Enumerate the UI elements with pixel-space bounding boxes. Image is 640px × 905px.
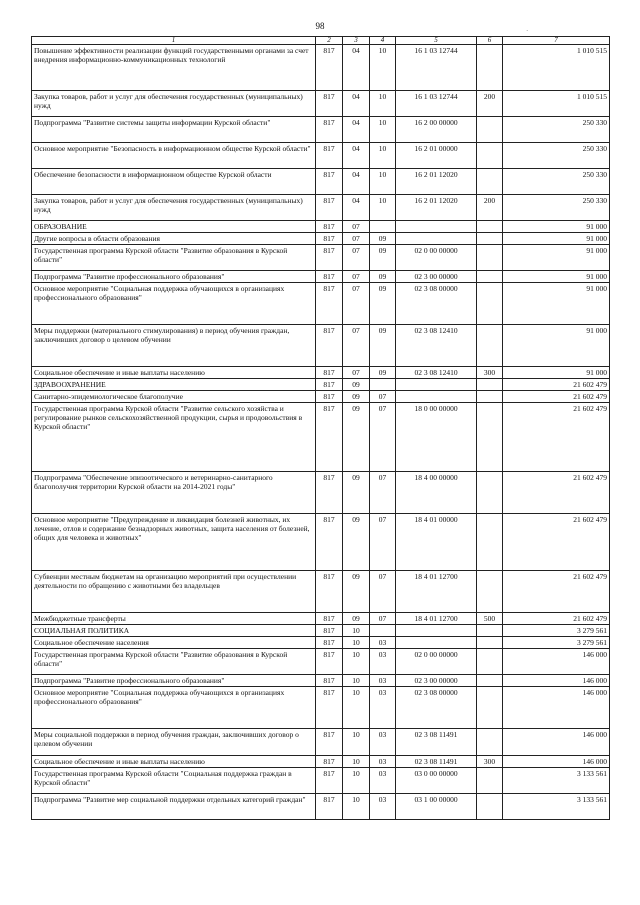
cell-target-code: 16 1 03 12744 — [396, 91, 477, 117]
cell-grbs: 817 — [316, 637, 343, 649]
cell-amount: 21 602 479 — [503, 613, 610, 625]
table-row — [32, 649, 610, 675]
cell-target-code: 02 3 00 00000 — [396, 271, 477, 283]
cell-subsection: 07 — [370, 391, 396, 403]
cell-grbs: 817 — [316, 514, 343, 571]
table-row — [32, 45, 610, 91]
cell-target-code — [396, 221, 477, 233]
cell-name: Государственная программа Курской области "Развитие образования в Курской области" — [32, 649, 316, 675]
cell-expense-type — [477, 283, 503, 325]
cell-name: Обеспечение безопасности в информационном обществе Курской области — [32, 169, 316, 195]
cell-target-code: 02 3 08 12410 — [396, 367, 477, 379]
cell-target-code: 18 0 00 00000 — [396, 403, 477, 472]
cell-grbs: 817 — [316, 245, 343, 271]
cell-subsection: 10 — [370, 45, 396, 91]
cell-amount: 1 010 515 — [503, 45, 610, 91]
cell-amount: 91 000 — [503, 283, 610, 325]
table-row — [32, 245, 610, 271]
cell-target-code: 18 4 00 00000 — [396, 472, 477, 514]
cell-name: Социальное обеспечение населения — [32, 637, 316, 649]
cell-target-code: 02 0 00 00000 — [396, 245, 477, 271]
cell-amount: 146 000 — [503, 756, 610, 768]
cell-expense-type — [477, 391, 503, 403]
cell-grbs: 817 — [316, 91, 343, 117]
cell-name: Подпрограмма "Развитие мер социальной поддержки отдельных категорий граждан" — [32, 794, 316, 820]
cell-section: 10 — [343, 649, 370, 675]
cell-amount: 91 000 — [503, 245, 610, 271]
cell-expense-type — [477, 245, 503, 271]
cell-expense-type — [477, 687, 503, 729]
cell-section: 07 — [343, 325, 370, 367]
cell-subsection: 03 — [370, 637, 396, 649]
cell-section: 04 — [343, 91, 370, 117]
cell-section: 09 — [343, 403, 370, 472]
cell-name: Подпрограмма "Развитие профессионального образования" — [32, 271, 316, 283]
cell-expense-type: 300 — [477, 367, 503, 379]
cell-name: СОЦИАЛЬНАЯ ПОЛИТИКА — [32, 625, 316, 637]
cell-grbs: 817 — [316, 571, 343, 613]
cell-subsection: 09 — [370, 245, 396, 271]
table-row — [32, 514, 610, 571]
cell-subsection: 10 — [370, 143, 396, 169]
table-row — [32, 391, 610, 403]
cell-section: 07 — [343, 283, 370, 325]
table-row — [32, 195, 610, 221]
table-row — [32, 729, 610, 756]
cell-amount: 91 000 — [503, 221, 610, 233]
cell-grbs: 817 — [316, 143, 343, 169]
cell-expense-type — [477, 472, 503, 514]
cell-target-code: 02 3 08 00000 — [396, 687, 477, 729]
cell-name: Санитарно-эпидемиологическое благополучие — [32, 391, 316, 403]
table-row — [32, 756, 610, 768]
cell-amount: 91 000 — [503, 325, 610, 367]
cell-amount: 21 602 479 — [503, 403, 610, 472]
cell-section: 10 — [343, 625, 370, 637]
cell-name: Государственная программа Курской области "Развитие образования в Курской области" — [32, 245, 316, 271]
cell-name: Государственная программа Курской области "Развитие сельского хозяйства и регулирование рынков сельскохозяйственной продукции, сырья и продовольствия в Курской области" — [32, 403, 316, 472]
cell-target-code: 02 3 08 11491 — [396, 756, 477, 768]
cell-amount: 21 602 479 — [503, 391, 610, 403]
cell-amount: 21 602 479 — [503, 571, 610, 613]
cell-grbs: 817 — [316, 169, 343, 195]
cell-grbs: 817 — [316, 391, 343, 403]
cell-name: Закупка товаров, работ и услуг для обеспечения государственных (муниципальных) нужд — [32, 195, 316, 221]
cell-target-code: 18 4 01 00000 — [396, 514, 477, 571]
cell-grbs: 817 — [316, 403, 343, 472]
cell-expense-type — [477, 625, 503, 637]
cell-amount: 146 000 — [503, 649, 610, 675]
column-header: 6 — [477, 37, 503, 45]
cell-subsection: 03 — [370, 756, 396, 768]
cell-subsection — [370, 625, 396, 637]
cell-amount: 3 133 561 — [503, 794, 610, 820]
cell-target-code: 16 1 03 12744 — [396, 45, 477, 91]
cell-grbs: 817 — [316, 472, 343, 514]
cell-expense-type: 200 — [477, 91, 503, 117]
table-row — [32, 637, 610, 649]
cell-subsection: 03 — [370, 729, 396, 756]
cell-amount: 21 602 479 — [503, 379, 610, 391]
cell-amount: 250 330 — [503, 143, 610, 169]
cell-section: 09 — [343, 379, 370, 391]
cell-target-code: 02 3 08 11491 — [396, 729, 477, 756]
cell-target-code — [396, 391, 477, 403]
cell-section: 10 — [343, 637, 370, 649]
cell-subsection: 03 — [370, 768, 396, 794]
cell-grbs: 817 — [316, 195, 343, 221]
cell-section: 07 — [343, 245, 370, 271]
cell-target-code: 16 2 01 12020 — [396, 169, 477, 195]
cell-section: 10 — [343, 729, 370, 756]
cell-grbs: 817 — [316, 117, 343, 143]
cell-amount: 250 330 — [503, 195, 610, 221]
cell-grbs: 817 — [316, 687, 343, 729]
cell-expense-type — [477, 117, 503, 143]
cell-name: Субвенции местным бюджетам на организацию мероприятий при осуществлении деятельности по обращению с животными без владельцев — [32, 571, 316, 613]
cell-expense-type — [477, 403, 503, 472]
cell-target-code: 16 2 01 00000 — [396, 143, 477, 169]
cell-grbs: 817 — [316, 649, 343, 675]
cell-subsection: 09 — [370, 233, 396, 245]
table-header-row — [32, 37, 610, 45]
cell-subsection: 09 — [370, 367, 396, 379]
cell-grbs: 817 — [316, 283, 343, 325]
cell-target-code: 02 3 08 00000 — [396, 283, 477, 325]
cell-name: Повышение эффективности реализации функций государственными органами за счет внедрения информационно-коммуникационных технологий — [32, 45, 316, 91]
cell-grbs: 817 — [316, 625, 343, 637]
cell-name: Другие вопросы в области образования — [32, 233, 316, 245]
cell-grbs: 817 — [316, 729, 343, 756]
cell-subsection: 03 — [370, 794, 396, 820]
table-row — [32, 571, 610, 613]
cell-grbs: 817 — [316, 325, 343, 367]
cell-amount: 91 000 — [503, 367, 610, 379]
table-row — [32, 687, 610, 729]
cell-target-code: 16 2 00 00000 — [396, 117, 477, 143]
cell-target-code: 02 3 08 12410 — [396, 325, 477, 367]
cell-amount: 3 279 561 — [503, 625, 610, 637]
cell-expense-type — [477, 233, 503, 245]
cell-subsection: 03 — [370, 649, 396, 675]
cell-amount: 250 330 — [503, 169, 610, 195]
cell-target-code: 02 3 00 00000 — [396, 675, 477, 687]
table-row — [32, 768, 610, 794]
cell-name: Меры социальной поддержки в период обучения граждан, заключивших договор о целевом обучении — [32, 729, 316, 756]
cell-target-code: 03 1 00 00000 — [396, 794, 477, 820]
table-row — [32, 613, 610, 625]
cell-expense-type — [477, 637, 503, 649]
cell-amount: 250 330 — [503, 117, 610, 143]
cell-amount: 146 000 — [503, 729, 610, 756]
cell-subsection: 09 — [370, 283, 396, 325]
cell-subsection: 03 — [370, 687, 396, 729]
cell-section: 10 — [343, 675, 370, 687]
cell-amount: 1 010 515 — [503, 91, 610, 117]
cell-name: Подпрограмма "Развитие профессионального образования" — [32, 675, 316, 687]
table-row — [32, 379, 610, 391]
cell-expense-type — [477, 45, 503, 91]
cell-expense-type: 300 — [477, 756, 503, 768]
cell-subsection: 10 — [370, 169, 396, 195]
cell-name: ОБРАЗОВАНИЕ — [32, 221, 316, 233]
cell-grbs: 817 — [316, 45, 343, 91]
cell-section: 04 — [343, 143, 370, 169]
table-row — [32, 325, 610, 367]
cell-section: 09 — [343, 514, 370, 571]
cell-grbs: 817 — [316, 367, 343, 379]
cell-subsection: 07 — [370, 514, 396, 571]
cell-subsection — [370, 379, 396, 391]
cell-grbs: 817 — [316, 233, 343, 245]
cell-amount: 3 279 561 — [503, 637, 610, 649]
cell-amount: 21 602 479 — [503, 514, 610, 571]
cell-name: Основное мероприятие "Предупреждение и ликвидация болезней животных, их лечение, отлов и содержание безнадзорных животных, защита населения от болезней, общих для человека и животных" — [32, 514, 316, 571]
table-row — [32, 233, 610, 245]
cell-subsection: 07 — [370, 571, 396, 613]
cell-target-code: 03 0 00 00000 — [396, 768, 477, 794]
cell-amount: 91 000 — [503, 233, 610, 245]
cell-target-code — [396, 233, 477, 245]
cell-expense-type — [477, 143, 503, 169]
table-row — [32, 625, 610, 637]
cell-subsection — [370, 221, 396, 233]
cell-expense-type: 500 — [477, 613, 503, 625]
cell-expense-type — [477, 169, 503, 195]
cell-section: 09 — [343, 391, 370, 403]
column-header: 7 — [503, 37, 610, 45]
table-row — [32, 143, 610, 169]
cell-section: 09 — [343, 472, 370, 514]
table-row — [32, 271, 610, 283]
cell-section: 07 — [343, 367, 370, 379]
table-row — [32, 221, 610, 233]
cell-section: 04 — [343, 169, 370, 195]
table-row — [32, 283, 610, 325]
cell-section: 04 — [343, 195, 370, 221]
cell-name: Основное мероприятие "Безопасность в информационном обществе Курской области" — [32, 143, 316, 169]
table-row — [32, 794, 610, 820]
cell-expense-type — [477, 768, 503, 794]
cell-name: Основное мероприятие "Социальная поддержка обучающихся в организациях профессионального образования" — [32, 283, 316, 325]
cell-target-code — [396, 379, 477, 391]
table-row — [32, 403, 610, 472]
cell-expense-type — [477, 729, 503, 756]
table-row — [32, 117, 610, 143]
cell-section: 09 — [343, 571, 370, 613]
cell-subsection: 09 — [370, 325, 396, 367]
cell-amount: 3 133 561 — [503, 768, 610, 794]
cell-name: Меры поддержки (материального стимулирования) в период обучения граждан, заключивших договор о целевом обучении — [32, 325, 316, 367]
cell-subsection: 07 — [370, 472, 396, 514]
cell-grbs: 817 — [316, 794, 343, 820]
page-mark: · — [526, 27, 529, 35]
cell-target-code — [396, 637, 477, 649]
cell-expense-type: 200 — [477, 195, 503, 221]
cell-subsection: 10 — [370, 195, 396, 221]
cell-name: Государственная программа Курской области "Социальная поддержка граждан в Курской области" — [32, 768, 316, 794]
cell-subsection: 03 — [370, 675, 396, 687]
cell-target-code: 18 4 01 12700 — [396, 571, 477, 613]
cell-grbs: 817 — [316, 379, 343, 391]
cell-name: Подпрограмма "Развитие системы защиты информации Курской области" — [32, 117, 316, 143]
cell-grbs: 817 — [316, 768, 343, 794]
column-header: 1 — [32, 37, 316, 45]
column-header: 3 — [343, 37, 370, 45]
budget-table — [31, 36, 610, 820]
cell-subsection: 09 — [370, 271, 396, 283]
cell-grbs: 817 — [316, 756, 343, 768]
cell-grbs: 817 — [316, 613, 343, 625]
cell-section: 04 — [343, 45, 370, 91]
cell-grbs: 817 — [316, 271, 343, 283]
table-row — [32, 472, 610, 514]
cell-subsection: 10 — [370, 117, 396, 143]
column-header: 4 — [370, 37, 396, 45]
cell-target-code: 02 0 00 00000 — [396, 649, 477, 675]
cell-section: 09 — [343, 613, 370, 625]
cell-target-code — [396, 625, 477, 637]
cell-section: 07 — [343, 221, 370, 233]
cell-name: Основное мероприятие "Социальная поддержка обучающихся в организациях профессионального образования" — [32, 687, 316, 729]
cell-name: Социальное обеспечение и иные выплаты населению — [32, 367, 316, 379]
cell-section: 10 — [343, 687, 370, 729]
cell-subsection: 10 — [370, 91, 396, 117]
table-row — [32, 675, 610, 687]
cell-amount: 146 000 — [503, 687, 610, 729]
cell-name: Межбюджетные трансферты — [32, 613, 316, 625]
table-row — [32, 367, 610, 379]
cell-subsection: 07 — [370, 613, 396, 625]
cell-expense-type — [477, 649, 503, 675]
column-header: 5 — [396, 37, 477, 45]
cell-amount: 146 000 — [503, 675, 610, 687]
cell-expense-type — [477, 675, 503, 687]
cell-expense-type — [477, 271, 503, 283]
cell-section: 10 — [343, 756, 370, 768]
cell-expense-type — [477, 379, 503, 391]
cell-expense-type — [477, 514, 503, 571]
cell-subsection: 07 — [370, 403, 396, 472]
cell-name: Подпрограмма "Обеспечение эпизоотического и ветеринарно-санитарного благополучия территории Курской области на 2014-2021 годы" — [32, 472, 316, 514]
table-row — [32, 91, 610, 117]
cell-target-code: 16 2 01 12020 — [396, 195, 477, 221]
cell-section: 10 — [343, 794, 370, 820]
cell-amount: 91 000 — [503, 271, 610, 283]
table-row — [32, 169, 610, 195]
cell-expense-type — [477, 571, 503, 613]
cell-expense-type — [477, 794, 503, 820]
cell-section: 07 — [343, 233, 370, 245]
cell-expense-type — [477, 221, 503, 233]
cell-name: Закупка товаров, работ и услуг для обеспечения государственных (муниципальных) нужд — [32, 91, 316, 117]
cell-section: 07 — [343, 271, 370, 283]
cell-section: 04 — [343, 117, 370, 143]
cell-section: 10 — [343, 768, 370, 794]
cell-grbs: 817 — [316, 221, 343, 233]
page-number: 98 — [315, 21, 325, 31]
column-header: 2 — [316, 37, 343, 45]
cell-target-code: 18 4 01 12700 — [396, 613, 477, 625]
cell-name: ЗДРАВООХРАНЕНИЕ — [32, 379, 316, 391]
cell-expense-type — [477, 325, 503, 367]
cell-grbs: 817 — [316, 675, 343, 687]
cell-name: Социальное обеспечение и иные выплаты населению — [32, 756, 316, 768]
cell-amount: 21 602 479 — [503, 472, 610, 514]
